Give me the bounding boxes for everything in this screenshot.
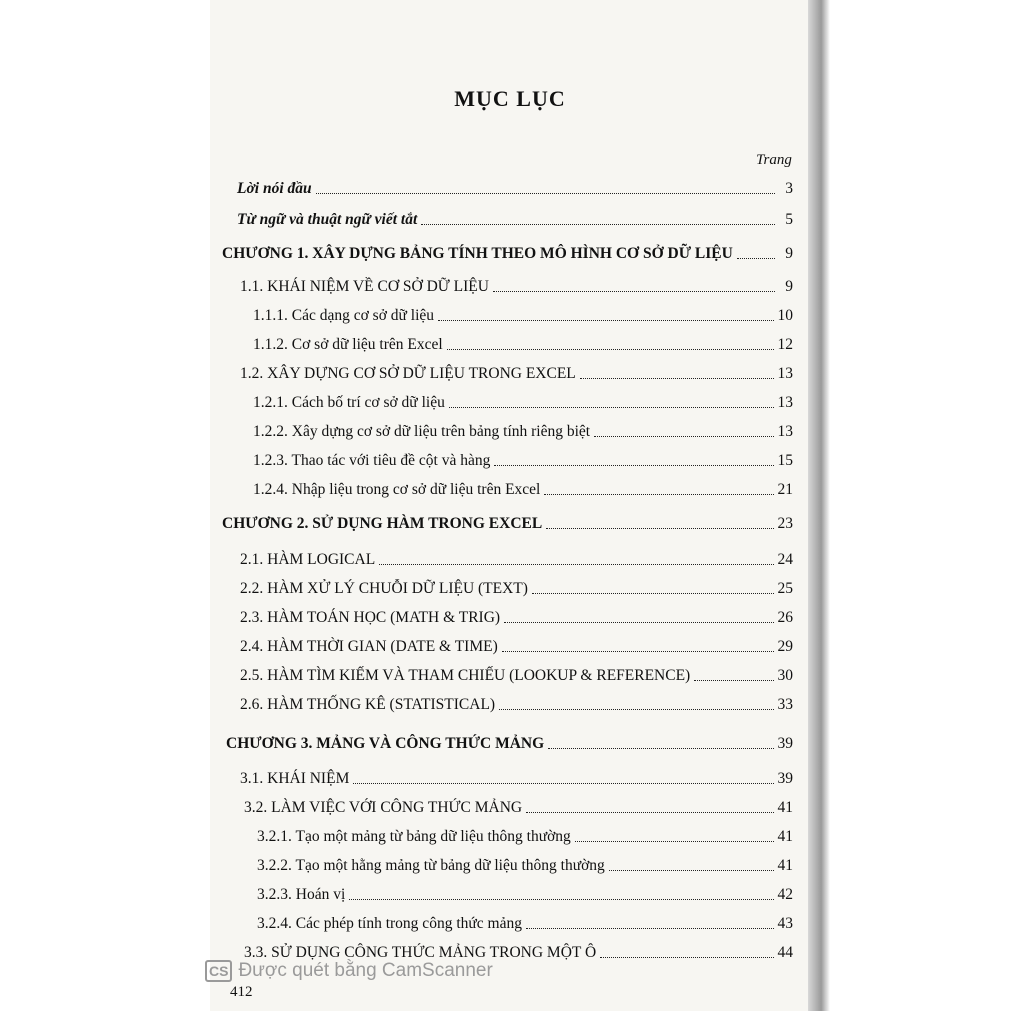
toc-entry-page: 30: [777, 667, 793, 684]
toc-entry-label: 1.1.2. Cơ sở dữ liệu trên Excel: [253, 336, 443, 353]
toc-entry-page: 3: [785, 180, 793, 197]
toc-entry-label: 1.2.1. Cách bố trí cơ sở dữ liệu: [253, 394, 445, 411]
toc-entry-page: 25: [777, 580, 793, 597]
toc-section: [244, 942, 793, 962]
toc-entry-label: 1.2.2. Xây dựng cơ sở dữ liệu trên bảng tính riêng biệt: [253, 423, 591, 440]
toc-entry-page: 21: [777, 481, 793, 498]
toc-section: [240, 607, 793, 627]
toc-subsection: [253, 421, 793, 441]
toc-entry-page: 41: [777, 857, 793, 874]
toc-section: [240, 578, 793, 598]
toc-section: [240, 768, 793, 788]
toc-entry-label: 2.4. HÀM THỜI GIAN (DATE & TIME): [240, 638, 498, 655]
toc-entry-label: 2.1. HÀM LOGICAL: [240, 551, 376, 568]
toc-entry-label: 3.3. SỬ DỤNG CÔNG THỨC MẢNG TRONG MỘT Ô: [244, 944, 597, 961]
toc-entry-label: 2.6. HÀM THỐNG KÊ (STATISTICAL): [240, 696, 496, 713]
camscanner-logo-icon: CS: [205, 960, 232, 982]
toc-subsection: [257, 913, 793, 933]
toc-section: [240, 549, 793, 569]
toc-entry-page: 5: [785, 211, 793, 228]
page-number: 412: [230, 984, 253, 1000]
camscanner-watermark: [205, 960, 493, 982]
toc-chapter-3: [226, 733, 793, 753]
toc-entry-page: 42: [777, 886, 793, 903]
toc-entry-page: 23: [777, 515, 793, 532]
toc-entry-label: 3.2.1. Tạo một mảng từ bảng dữ liệu thông thường: [257, 828, 571, 845]
toc-entry-label: 1.1.1. Các dạng cơ sở dữ liệu: [253, 307, 435, 324]
toc-entry-page: 24: [777, 551, 793, 568]
toc-chapter-1: [222, 243, 793, 263]
toc-entry-page: 39: [777, 770, 793, 787]
toc-subsection: [253, 392, 793, 412]
toc-entry-label: 3.2.2. Tạo một hằng mảng từ bảng dữ liệu thông thường: [257, 857, 605, 874]
toc-entry-page: 13: [777, 423, 793, 440]
toc-entry-label: 1.2. XÂY DỰNG CƠ SỞ DỮ LIỆU TRONG EXCEL: [240, 365, 576, 382]
scanner-text: Được quét bằng CamScanner: [238, 960, 493, 981]
toc-entry-label: Từ ngữ và thuật ngữ viết tắt: [237, 211, 418, 228]
toc-title: MỤC LỤC: [454, 86, 566, 111]
toc-entry-page: 29: [777, 638, 793, 655]
toc-subsection: [257, 855, 793, 875]
toc-entry-label: 1.1. KHÁI NIỆM VỀ CƠ SỞ DỮ LIỆU: [240, 278, 489, 295]
toc-entry-page: 41: [777, 828, 793, 845]
toc-subsection: [253, 305, 793, 325]
toc-entry-label: 1.2.3. Thao tác với tiêu đề cột và hàng: [253, 452, 491, 469]
page-column-label: Trang: [756, 152, 792, 168]
toc-entry-label: 3.2. LÀM VIỆC VỚI CÔNG THỨC MẢNG: [244, 799, 523, 816]
toc-section: [240, 636, 793, 656]
toc-entry-page: 44: [777, 944, 793, 961]
toc-entry-page: 39: [777, 735, 793, 752]
toc-entry-page: 9: [785, 245, 793, 262]
toc-entry-label: 2.2. HÀM XỬ LÝ CHUỖI DỮ LIỆU (TEXT): [240, 580, 528, 597]
toc-entry-page: 13: [777, 394, 793, 411]
toc-section: [244, 797, 793, 817]
toc-entry-label: 3.1. KHÁI NIỆM: [240, 770, 350, 787]
toc-subsection: [257, 826, 793, 846]
toc-entry-page: 12: [777, 336, 793, 353]
toc-entry-label: CHƯƠNG 2. SỬ DỤNG HÀM TRONG EXCEL: [222, 515, 543, 532]
toc-entry-preface: [237, 178, 793, 198]
toc-subsection: [253, 450, 793, 470]
toc-section: [240, 694, 793, 714]
toc-subsection: [253, 334, 793, 354]
toc-entry-label: CHƯƠNG 1. XÂY DỰNG BẢNG TÍNH THEO MÔ HÌNH CƠ SỞ DỮ LIỆU: [222, 245, 733, 262]
toc-entry-label: 2.3. HÀM TOÁN HỌC (MATH & TRIG): [240, 609, 501, 626]
toc-entry-page: 9: [785, 278, 793, 295]
toc-entry-page: 10: [777, 307, 793, 324]
toc-subsection: [257, 884, 793, 904]
toc-entry-label: Lời nói đầu: [237, 180, 312, 197]
toc-subsection: [253, 479, 793, 499]
toc-entry-label: 2.5. HÀM TÌM KIẾM VÀ THAM CHIẾU (LOOKUP & REFERENCE): [240, 667, 691, 684]
toc-entry-label: 3.2.3. Hoán vị: [257, 886, 346, 903]
toc-entry-page: 15: [777, 452, 793, 469]
toc-entry-page: 41: [777, 799, 793, 816]
toc-entry-page: 43: [777, 915, 793, 932]
toc-chapter-2: [222, 513, 793, 533]
toc-section: [240, 276, 793, 296]
toc-entry-label: CHƯƠNG 3. MẢNG VÀ CÔNG THỨC MẢNG: [226, 735, 545, 752]
toc-entry-page: 33: [777, 696, 793, 713]
toc-entry-page: 26: [777, 609, 793, 626]
toc-entry-page: 13: [777, 365, 793, 382]
toc-entry-label: 3.2.4. Các phép tính trong công thức mảng: [257, 915, 522, 932]
toc-section: [240, 363, 793, 383]
toc-section: [240, 665, 793, 685]
toc-entry-label: 1.2.4. Nhập liệu trong cơ sở dữ liệu trên Excel: [253, 481, 541, 498]
toc-entry-abbreviations: [237, 209, 793, 229]
